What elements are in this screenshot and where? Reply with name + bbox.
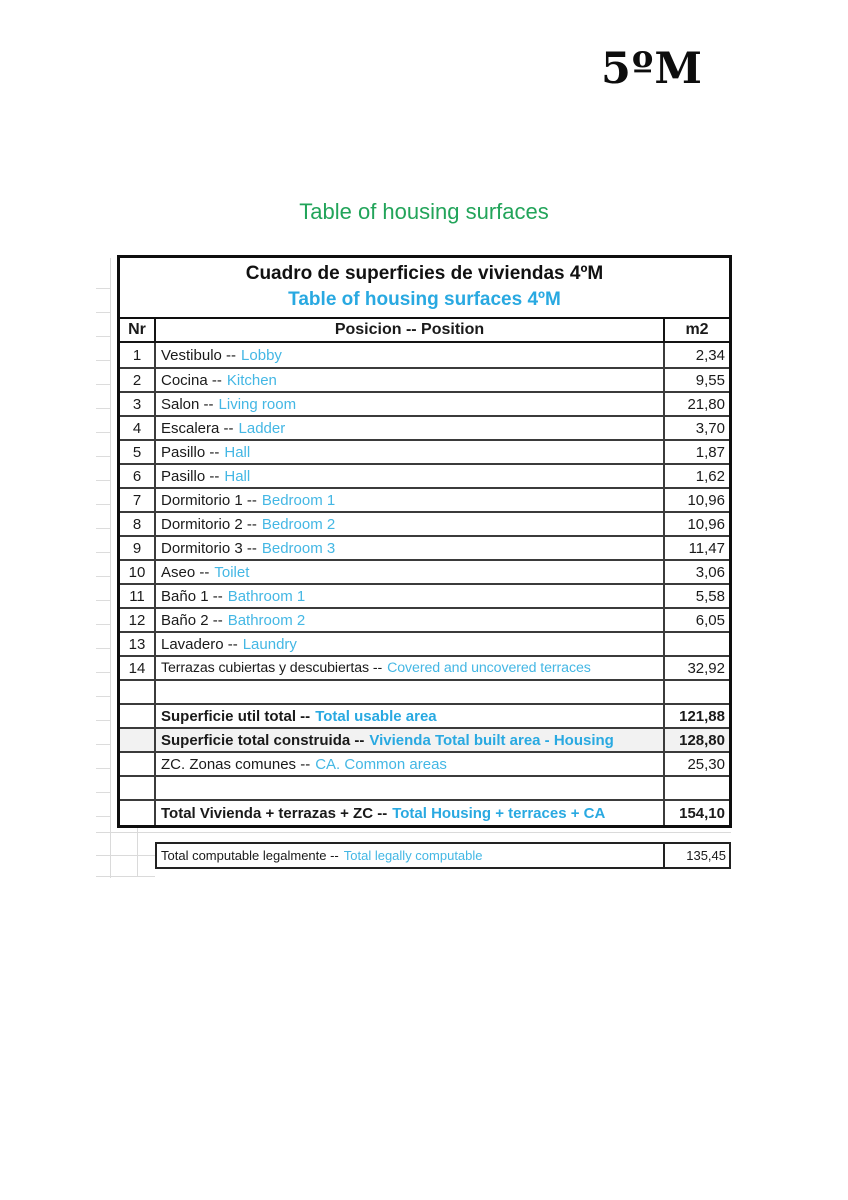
row-label-spanish: Dormitorio 1 --	[161, 491, 257, 509]
table-title-spanish: Cuadro de superficies de viviendas 4ºM	[245, 263, 604, 284]
gridline	[96, 855, 155, 856]
table-row	[120, 607, 729, 631]
table-row	[120, 583, 729, 607]
row-label-english: Hall	[224, 467, 251, 485]
surfaces-table	[117, 255, 732, 828]
row-number-cell: 4	[120, 417, 156, 439]
unit-label: 5ºM	[601, 44, 704, 94]
row-m2-cell: 10,96	[663, 489, 729, 511]
row-m2-cell: 128,80	[663, 729, 729, 751]
row-label-english: Bedroom 2	[261, 515, 336, 533]
row-label-spanish: Salon --	[161, 395, 214, 413]
row-number-cell: 2	[120, 369, 156, 391]
row-label-english: Ladder	[238, 419, 286, 437]
table-row	[120, 463, 729, 487]
row-label-english: Living room	[218, 395, 297, 413]
gridline	[137, 827, 138, 876]
row-number-cell: 13	[120, 633, 156, 655]
row-position-cell	[156, 465, 663, 487]
gridline	[110, 258, 111, 878]
row-position-cell	[156, 729, 663, 751]
table-row	[120, 439, 729, 463]
table-title-block	[120, 258, 729, 319]
row-m2-cell: 1,62	[663, 465, 729, 487]
row-label-spanish: Dormitorio 3 --	[161, 539, 257, 557]
row-number-cell: 5	[120, 441, 156, 463]
footer-label-spanish: Total computable legalmente --	[161, 848, 339, 863]
table-row	[120, 703, 729, 727]
gridline-ticks	[96, 265, 110, 830]
header-position: Posicion -- Position	[334, 321, 485, 338]
table-row	[120, 679, 729, 703]
row-position-cell	[156, 489, 663, 511]
row-number-cell: 14	[120, 657, 156, 679]
row-position-cell	[156, 537, 663, 559]
row-label-spanish: Baño 1 --	[161, 587, 223, 605]
table-header-row	[120, 319, 729, 343]
row-number-cell: 1	[120, 343, 156, 367]
row-label-spanish: Cocina --	[161, 371, 222, 389]
row-label-spanish: Superficie total construida --	[161, 731, 365, 749]
row-position-cell	[156, 369, 663, 391]
row-number-cell	[120, 801, 156, 825]
row-position-cell	[156, 417, 663, 439]
footer-m2-cell: 135,45	[663, 844, 729, 867]
row-label-english: Covered and uncovered terraces	[387, 660, 591, 676]
row-number-cell: 12	[120, 609, 156, 631]
row-label-english: Vivienda Total built area - Housing	[369, 731, 614, 749]
row-position-cell	[156, 561, 663, 583]
page-title: Table of housing surfaces	[299, 199, 549, 224]
table-row	[120, 751, 729, 775]
row-position-cell	[156, 777, 663, 799]
row-number-cell	[120, 777, 156, 799]
row-position-cell	[156, 657, 663, 679]
row-position-cell	[156, 585, 663, 607]
row-label-english: Laundry	[242, 635, 297, 653]
row-m2-cell: 6,05	[663, 609, 729, 631]
row-label-spanish: Pasillo --	[161, 443, 220, 461]
row-label-spanish: Superficie util total --	[161, 707, 311, 725]
table-title-english: Table of housing surfaces 4ºM	[288, 289, 561, 310]
row-position-cell	[156, 633, 663, 655]
row-number-cell	[120, 729, 156, 751]
header-m2: m2	[663, 319, 729, 341]
table-row	[120, 511, 729, 535]
row-m2-cell: 1,87	[663, 441, 729, 463]
row-label-english: Bathroom 1	[227, 587, 306, 605]
row-m2-cell: 3,70	[663, 417, 729, 439]
row-label-english: Toilet	[214, 563, 250, 581]
row-number-cell	[120, 753, 156, 775]
row-m2-cell: 154,10	[663, 801, 729, 825]
row-label-spanish: Baño 2 --	[161, 611, 223, 629]
row-m2-cell: 9,55	[663, 369, 729, 391]
row-position-cell	[156, 393, 663, 415]
table-row	[120, 559, 729, 583]
header-nr: Nr	[120, 319, 156, 341]
row-position-cell	[156, 441, 663, 463]
row-number-cell: 8	[120, 513, 156, 535]
row-m2-cell	[663, 777, 729, 799]
row-label-english: CA. Common areas	[315, 755, 447, 773]
table-row	[120, 367, 729, 391]
row-number-cell: 11	[120, 585, 156, 607]
row-m2-cell	[663, 633, 729, 655]
row-label-spanish: Total Vivienda + terrazas + ZC --	[161, 804, 388, 822]
row-number-cell: 7	[120, 489, 156, 511]
row-m2-cell: 5,58	[663, 585, 729, 607]
row-label-english: Lobby	[241, 346, 282, 364]
table-row	[120, 391, 729, 415]
row-label-spanish: Terrazas cubiertas y descubiertas --	[161, 660, 383, 676]
row-label-english: Total Housing + terraces + CA	[392, 804, 606, 822]
row-m2-cell: 11,47	[663, 537, 729, 559]
footer-label-english: Total legally computable	[343, 848, 483, 863]
legally-computable-row	[155, 842, 731, 869]
table-row	[120, 655, 729, 679]
row-number-cell: 9	[120, 537, 156, 559]
row-number-cell	[120, 681, 156, 703]
row-label-spanish: ZC. Zonas comunes --	[161, 755, 311, 773]
row-position-cell	[156, 801, 663, 825]
row-number-cell: 6	[120, 465, 156, 487]
row-label-spanish: Pasillo --	[161, 467, 220, 485]
row-label-spanish: Escalera --	[161, 419, 234, 437]
row-label-spanish: Dormitorio 2 --	[161, 515, 257, 533]
row-label-english: Hall	[224, 443, 251, 461]
row-position-cell	[156, 513, 663, 535]
table-row	[120, 727, 729, 751]
table-body	[120, 343, 729, 825]
row-label-spanish: Aseo --	[161, 563, 210, 581]
row-m2-cell: 32,92	[663, 657, 729, 679]
row-label-spanish: Lavadero --	[161, 635, 238, 653]
row-label-spanish: Vestibulo --	[161, 346, 237, 364]
row-position-cell	[156, 753, 663, 775]
row-position-cell	[156, 705, 663, 727]
row-position-cell	[156, 609, 663, 631]
row-m2-cell: 3,06	[663, 561, 729, 583]
gridline	[96, 832, 731, 833]
row-label-english: Bedroom 3	[261, 539, 336, 557]
row-m2-cell: 2,34	[663, 343, 729, 367]
row-number-cell: 3	[120, 393, 156, 415]
row-number-cell	[120, 705, 156, 727]
row-number-cell: 10	[120, 561, 156, 583]
row-m2-cell: 10,96	[663, 513, 729, 535]
table-row	[120, 775, 729, 799]
row-position-cell	[156, 343, 663, 367]
row-m2-cell	[663, 681, 729, 703]
table-row	[120, 343, 729, 367]
row-position-cell	[156, 681, 663, 703]
gridline	[96, 876, 155, 877]
table-row	[120, 535, 729, 559]
row-label-english: Bedroom 1	[261, 491, 336, 509]
row-label-english: Total usable area	[315, 707, 437, 725]
row-label-english: Kitchen	[226, 371, 277, 389]
footer-position-cell	[157, 844, 663, 867]
row-m2-cell: 25,30	[663, 753, 729, 775]
table-row	[120, 799, 729, 825]
row-label-english: Bathroom 2	[227, 611, 306, 629]
row-m2-cell: 21,80	[663, 393, 729, 415]
table-row	[120, 631, 729, 655]
table-row	[120, 415, 729, 439]
table-row	[120, 487, 729, 511]
row-m2-cell: 121,88	[663, 705, 729, 727]
